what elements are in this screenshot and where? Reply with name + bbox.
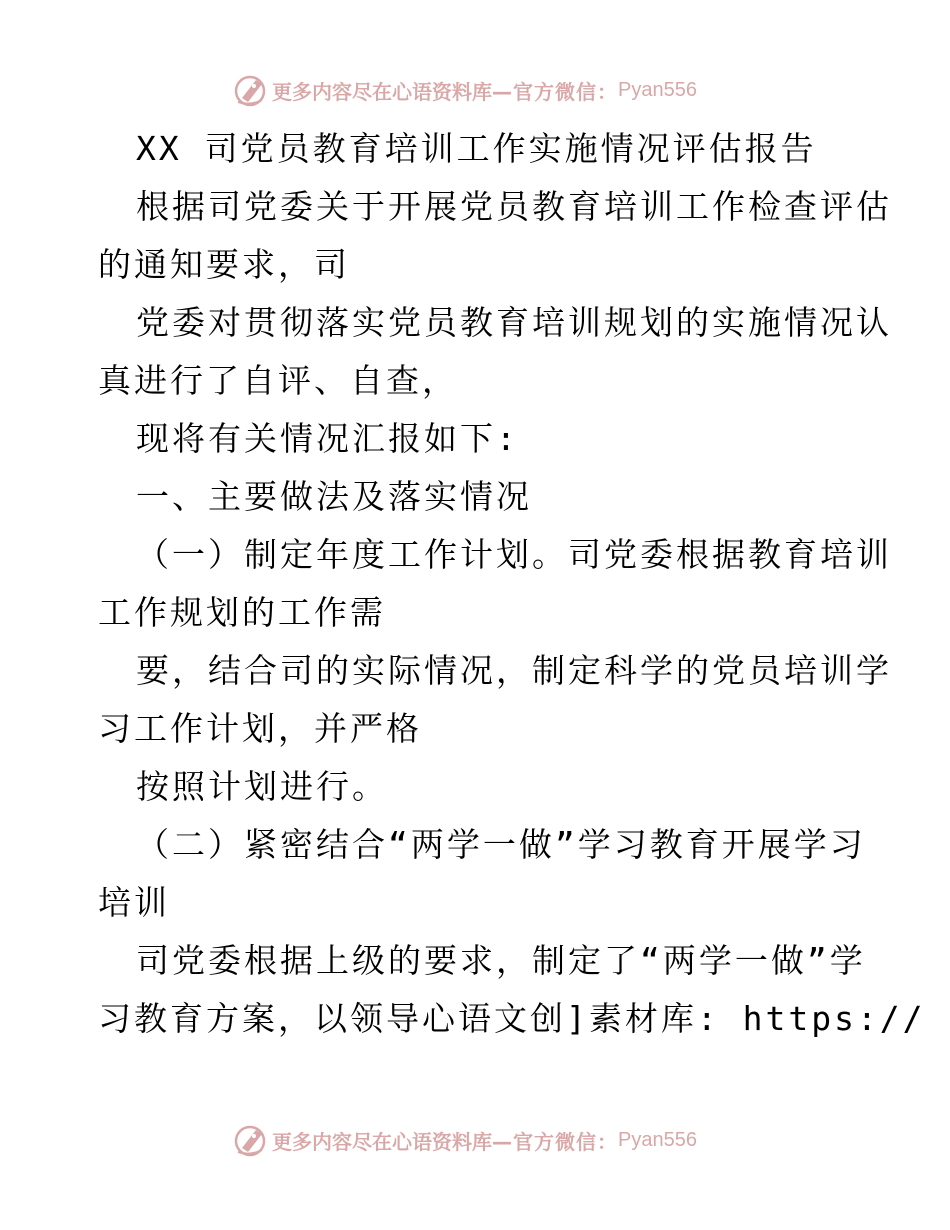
header-watermark xyxy=(232,70,752,110)
text-line: 真进行了自评、自查， xyxy=(98,361,458,400)
banner-main-text: 更多内容尽在心语资料库 xyxy=(272,79,492,104)
text-line: 工作规划的工作需 xyxy=(98,593,386,632)
banner-wechat-label: —官方微信： xyxy=(492,79,618,104)
pen-nib-icon xyxy=(232,1122,268,1158)
banner-wechat-id: Pyan556 xyxy=(618,1128,697,1151)
text-line: 培训 xyxy=(98,883,170,922)
text-line: 党委对贯彻落实党员教育培训规划的实施情况认 xyxy=(136,303,892,342)
banner-wechat-id: Pyan556 xyxy=(618,78,697,101)
section-heading: 一、主要做法及落实情况 xyxy=(136,477,532,516)
text-line: 按照计划进行。 xyxy=(136,767,388,806)
text-line: 的通知要求，司 xyxy=(98,245,350,284)
pen-nib-icon xyxy=(232,72,268,108)
subsection-heading: （二）紧密结合“两学一做”学习教育开展学习 xyxy=(136,825,866,864)
document-title: XX 司党员教育培训工作实施情况评估报告 xyxy=(136,129,817,168)
banner-wechat-label: —官方微信： xyxy=(492,1129,618,1154)
text-line: 要，结合司的实际情况，制定科学的党员培训学 xyxy=(136,651,892,690)
document-body xyxy=(98,120,926,1048)
text-line: 司党委根据上级的要求，制定了“两学一做”学 xyxy=(136,941,866,980)
footer-watermark xyxy=(232,1120,752,1160)
banner-main-text: 更多内容尽在心语资料库 xyxy=(272,1129,492,1154)
subsection-heading: （一）制定年度工作计划。司党委根据教育培训 xyxy=(136,535,892,574)
text-line: 习教育方案，以领导心语文创]素材库: https:// xyxy=(98,999,926,1038)
text-line: 习工作计划，并严格 xyxy=(98,709,422,748)
text-line: 现将有关情况汇报如下: xyxy=(136,419,519,458)
text-line: 根据司党委关于开展党员教育培训工作检查评估 xyxy=(136,187,892,226)
